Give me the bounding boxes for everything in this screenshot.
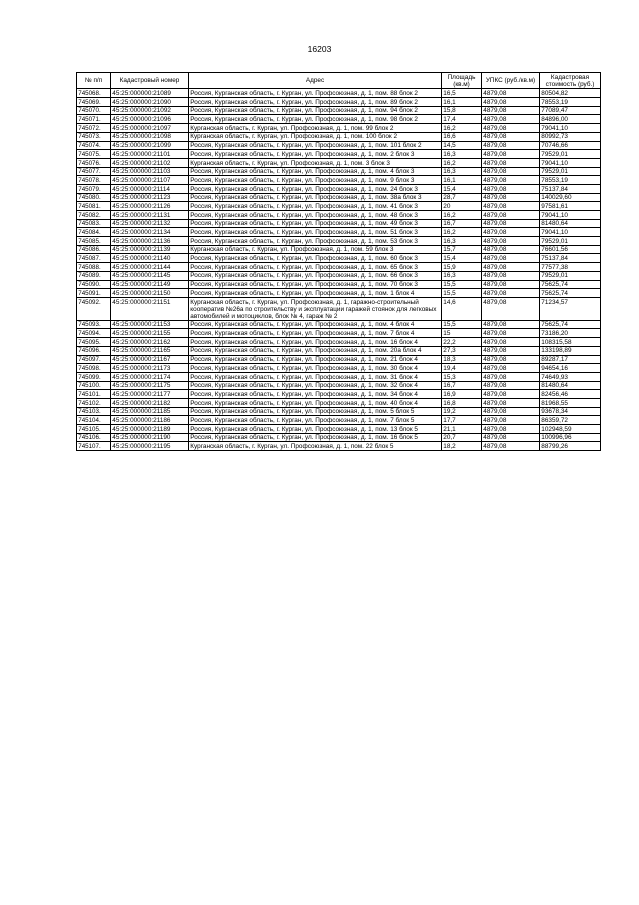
upks: 4879,08 xyxy=(482,338,540,347)
address: Курганская область, г. Курган, ул. Профсоюзная, д. 1, пом. 99 блок 2 xyxy=(189,124,442,133)
area: 20 xyxy=(442,202,482,211)
cadastral-number: 45:25:000000:21155 xyxy=(111,329,189,338)
table-body xyxy=(77,89,601,451)
table-row xyxy=(77,381,601,390)
area: 17,4 xyxy=(442,115,482,124)
cadastral-cost: 86359,72 xyxy=(540,416,601,425)
cadastral-number: 45:25:000000:21173 xyxy=(111,364,189,373)
area: 27,3 xyxy=(442,346,482,355)
row-number: 745076. xyxy=(77,158,111,167)
address: Курганская область, г. Курган, ул. Профсоюзная, д. 1, пом. 22 блок 5 xyxy=(189,442,442,451)
cadastral-cost: 73186,20 xyxy=(540,329,601,338)
upks: 4879,08 xyxy=(482,141,540,150)
cadastral-cost: 75137,84 xyxy=(540,184,601,193)
cadastral-number: 45:25:000000:21098 xyxy=(111,132,189,141)
table-row xyxy=(77,98,601,107)
cadastral-number: 45:25:000000:21175 xyxy=(111,381,189,390)
cadastral-cost: 100996,96 xyxy=(540,433,601,442)
row-number: 745098. xyxy=(77,364,111,373)
cadastral-cost: 94654,16 xyxy=(540,364,601,373)
area: 21,1 xyxy=(442,425,482,434)
cadastral-number: 45:25:000000:21097 xyxy=(111,124,189,133)
upks: 4879,08 xyxy=(482,280,540,289)
row-number: 745093. xyxy=(77,320,111,329)
cadastral-number: 45:25:000000:21149 xyxy=(111,280,189,289)
cadastral-cost: 81480,64 xyxy=(540,381,601,390)
area: 18,2 xyxy=(442,442,482,451)
upks: 4879,08 xyxy=(482,355,540,364)
cadastral-cost: 75625,74 xyxy=(540,320,601,329)
address: Россия, Курганская область, г. Курган, ул. Профсоюзная, д. 1, пом. 41 блок 3 xyxy=(189,202,442,211)
cadastral-number: 45:25:000000:21174 xyxy=(111,372,189,381)
row-number: 745103. xyxy=(77,407,111,416)
cadastral-number: 45:25:000000:21123 xyxy=(111,193,189,202)
address: Россия, Курганская область, г. Курган, ул. Профсоюзная, д. 1, пом. 24 блок 3 xyxy=(189,184,442,193)
page-number: 16203 xyxy=(307,44,332,54)
cadastral-cost: 79041,10 xyxy=(540,124,601,133)
table-row xyxy=(77,346,601,355)
area: 16,3 xyxy=(442,271,482,280)
cadastral-number: 45:25:000000:21144 xyxy=(111,263,189,272)
address: Россия, Курганская область, г. Курган, ул. Профсоюзная, д. 1, пом. 5 блок 5 xyxy=(189,407,442,416)
table-row xyxy=(77,407,601,416)
upks: 4879,08 xyxy=(482,176,540,185)
address: Россия, Курганская область, г. Курган, ул. Профсоюзная, д. 1, пом. 13 блок 5 xyxy=(189,425,442,434)
address: Россия, Курганская область, г. Курган, ул. Профсоюзная, д. 1, пом. 16 блок 5 xyxy=(189,433,442,442)
area: 16,9 xyxy=(442,390,482,399)
cadastral-registry-table xyxy=(76,72,601,451)
cadastral-cost: 102948,59 xyxy=(540,425,601,434)
address: Россия, Курганская область, г. Курган, ул. Профсоюзная, д. 1, пом. 9 блок 3 xyxy=(189,176,442,185)
cadastral-number: 45:25:000000:21153 xyxy=(111,320,189,329)
address: Россия, Курганская область, г. Курган, ул. Профсоюзная, д. 1, пом. 48 блок 3 xyxy=(189,211,442,220)
cadastral-number: 45:25:000000:21107 xyxy=(111,176,189,185)
upks: 4879,08 xyxy=(482,289,540,298)
cadastral-number: 45:25:000000:21126 xyxy=(111,202,189,211)
cadastral-number: 45:25:000000:21145 xyxy=(111,271,189,280)
cadastral-number: 45:25:000000:21103 xyxy=(111,167,189,176)
cadastral-cost: 133198,89 xyxy=(540,346,601,355)
area: 16,7 xyxy=(442,219,482,228)
table-row xyxy=(77,141,601,150)
table-row xyxy=(77,167,601,176)
address: Россия, Курганская область, г. Курган, ул. Профсоюзная, д. 1, пом. 38а блок 3 xyxy=(189,193,442,202)
upks: 4879,08 xyxy=(482,115,540,124)
upks: 4879,08 xyxy=(482,245,540,254)
upks: 4879,08 xyxy=(482,124,540,133)
upks: 4879,08 xyxy=(482,381,540,390)
table-row xyxy=(77,245,601,254)
upks: 4879,08 xyxy=(482,193,540,202)
cadastral-cost: 80504,82 xyxy=(540,89,601,98)
row-number: 745070. xyxy=(77,106,111,115)
cadastral-number: 45:25:000000:21139 xyxy=(111,245,189,254)
cadastral-cost: 79529,01 xyxy=(540,150,601,159)
table-row xyxy=(77,425,601,434)
row-number: 745078. xyxy=(77,176,111,185)
address: Россия, Курганская область, г. Курган, ул. Профсоюзная, д. 1, пом. 53 блок 3 xyxy=(189,237,442,246)
upks: 4879,08 xyxy=(482,407,540,416)
row-number: 745073. xyxy=(77,132,111,141)
header-upks: УПКС (руб./кв.м) xyxy=(482,73,540,89)
upks: 4879,08 xyxy=(482,398,540,407)
table-row xyxy=(77,364,601,373)
row-number: 745097. xyxy=(77,355,111,364)
area: 15,4 xyxy=(442,184,482,193)
area: 16,2 xyxy=(442,124,482,133)
address: Россия, Курганская область, г. Курган, ул. Профсоюзная, д. 1, пом. 34 блок 4 xyxy=(189,390,442,399)
address: Россия, Курганская область, г. Курган, ул. Профсоюзная, д. 1, пом. 21 блок 4 xyxy=(189,355,442,364)
row-number: 745072. xyxy=(77,124,111,133)
table-row xyxy=(77,263,601,272)
cadastral-cost: 81968,55 xyxy=(540,398,601,407)
table-row xyxy=(77,106,601,115)
cadastral-cost: 78553,19 xyxy=(540,176,601,185)
upks: 4879,08 xyxy=(482,346,540,355)
cadastral-number: 45:25:000000:21162 xyxy=(111,338,189,347)
cadastral-cost: 79529,01 xyxy=(540,237,601,246)
row-number: 745084. xyxy=(77,228,111,237)
cadastral-cost: 80992,73 xyxy=(540,132,601,141)
cadastral-cost: 71234,57 xyxy=(540,297,601,320)
row-number: 745094. xyxy=(77,329,111,338)
address: Россия, Курганская область, г. Курган, ул. Профсоюзная, д. 1, пом. 40 блок 4 xyxy=(189,398,442,407)
cadastral-cost: 89287,17 xyxy=(540,355,601,364)
table-row xyxy=(77,442,601,451)
upks: 4879,08 xyxy=(482,390,540,399)
cadastral-number: 45:25:000000:21151 xyxy=(111,297,189,320)
area: 15,7 xyxy=(442,245,482,254)
cadastral-cost: 70746,66 xyxy=(540,141,601,150)
cadastral-number: 45:25:000000:21131 xyxy=(111,211,189,220)
cadastral-number: 45:25:000000:21092 xyxy=(111,106,189,115)
table-row xyxy=(77,338,601,347)
table-row xyxy=(77,158,601,167)
address: Курганская область, г. Курган, ул. Профсоюзная, д. 1, пом. 100 блок 2 xyxy=(189,132,442,141)
area: 28,7 xyxy=(442,193,482,202)
table-row xyxy=(77,280,601,289)
table-row xyxy=(77,193,601,202)
cadastral-number: 45:25:000000:21177 xyxy=(111,390,189,399)
upks: 4879,08 xyxy=(482,167,540,176)
cadastral-number: 45:25:000000:21182 xyxy=(111,398,189,407)
upks: 4879,08 xyxy=(482,425,540,434)
table-row xyxy=(77,433,601,442)
cadastral-number: 45:25:000000:21102 xyxy=(111,158,189,167)
address: Россия, Курганская область, г. Курган, ул. Профсоюзная, д. 1, пом. 4 блок 3 xyxy=(189,167,442,176)
area: 16,2 xyxy=(442,228,482,237)
area: 16,3 xyxy=(442,167,482,176)
cadastral-number: 45:25:000000:21190 xyxy=(111,433,189,442)
upks: 4879,08 xyxy=(482,320,540,329)
cadastral-number: 45:25:000000:21186 xyxy=(111,416,189,425)
table-row xyxy=(77,297,601,320)
upks: 4879,08 xyxy=(482,106,540,115)
cadastral-cost: 84896,00 xyxy=(540,115,601,124)
cadastral-cost: 75137,84 xyxy=(540,254,601,263)
table-header-row xyxy=(77,73,601,89)
cadastral-number: 45:25:000000:21195 xyxy=(111,442,189,451)
row-number: 745085. xyxy=(77,237,111,246)
cadastral-cost: 93678,34 xyxy=(540,407,601,416)
upks: 4879,08 xyxy=(482,228,540,237)
area: 22,2 xyxy=(442,338,482,347)
cadastral-number: 45:25:000000:21089 xyxy=(111,89,189,98)
address: Курганская область, г. Курган, ул. Профсоюзная, д. 1, пом. 59 блок 3 xyxy=(189,245,442,254)
upks: 4879,08 xyxy=(482,219,540,228)
cadastral-number: 45:25:000000:21167 xyxy=(111,355,189,364)
upks: 4879,08 xyxy=(482,132,540,141)
area: 16,1 xyxy=(442,176,482,185)
cadastral-number: 45:25:000000:21101 xyxy=(111,150,189,159)
area: 16,2 xyxy=(442,211,482,220)
cadastral-cost: 140029,60 xyxy=(540,193,601,202)
table-row xyxy=(77,416,601,425)
address: Россия, Курганская область, г. Курган, ул. Профсоюзная, д. 1, пом. 31 блок 4 xyxy=(189,372,442,381)
table-row xyxy=(77,211,601,220)
area: 16,1 xyxy=(442,98,482,107)
address: Россия, Курганская область, г. Курган, ул. Профсоюзная, д. 1, пом. 51 блок 3 xyxy=(189,228,442,237)
address: Россия, Курганская область, г. Курган, ул. Профсоюзная, д. 1, пом. 70 блок 3 xyxy=(189,280,442,289)
table-row xyxy=(77,150,601,159)
cadastral-number: 45:25:000000:21140 xyxy=(111,254,189,263)
address: Россия, Курганская область, г. Курган, ул. Профсоюзная, д. 1, пом. 30 блок 4 xyxy=(189,364,442,373)
area: 16,3 xyxy=(442,150,482,159)
row-number: 745071. xyxy=(77,115,111,124)
address: Россия, Курганская область, г. Курган, ул. Профсоюзная, д. 1, пом. 1 блок 4 xyxy=(189,289,442,298)
cadastral-cost: 75625,74 xyxy=(540,280,601,289)
row-number: 745083. xyxy=(77,219,111,228)
table-row xyxy=(77,202,601,211)
table-row xyxy=(77,390,601,399)
row-number: 745068. xyxy=(77,89,111,98)
row-number: 745100. xyxy=(77,381,111,390)
header-address: Адрес xyxy=(189,73,442,89)
address: Россия, Курганская область, г. Курган, ул. Профсоюзная, д. 1, пом. 94 блок 2 xyxy=(189,106,442,115)
row-number: 745106. xyxy=(77,433,111,442)
area: 16,3 xyxy=(442,237,482,246)
area: 18,3 xyxy=(442,355,482,364)
address: Россия, Курганская область, г. Курган, ул. Профсоюзная, д. 1, пом. 101 блок 2 xyxy=(189,141,442,150)
table-row xyxy=(77,184,601,193)
address: Россия, Курганская область, г. Курган, ул. Профсоюзная, д. 1, пом. 4 блок 4 xyxy=(189,320,442,329)
table-row xyxy=(77,320,601,329)
cadastral-number: 45:25:000000:21099 xyxy=(111,141,189,150)
address: Россия, Курганская область, г. Курган, ул. Профсоюзная, д. 1, пом. 32 блок 4 xyxy=(189,381,442,390)
upks: 4879,08 xyxy=(482,158,540,167)
row-number: 745088. xyxy=(77,263,111,272)
row-number: 745080. xyxy=(77,193,111,202)
upks: 4879,08 xyxy=(482,98,540,107)
table-row xyxy=(77,176,601,185)
area: 15,5 xyxy=(442,289,482,298)
area: 19,2 xyxy=(442,407,482,416)
cadastral-number: 45:25:000000:21189 xyxy=(111,425,189,434)
upks: 4879,08 xyxy=(482,237,540,246)
upks: 4879,08 xyxy=(482,271,540,280)
address: Россия, Курганская область, г. Курган, ул. Профсоюзная, д. 1, пом. 20а блок 4 xyxy=(189,346,442,355)
row-number: 745082. xyxy=(77,211,111,220)
row-number: 745074. xyxy=(77,141,111,150)
cadastral-number: 45:25:000000:21165 xyxy=(111,346,189,355)
area: 17,7 xyxy=(442,416,482,425)
row-number: 745091. xyxy=(77,289,111,298)
area: 16,5 xyxy=(442,89,482,98)
cadastral-cost: 79529,01 xyxy=(540,271,601,280)
table-row xyxy=(77,237,601,246)
cadastral-cost: 75625,74 xyxy=(540,289,601,298)
row-number: 745075. xyxy=(77,150,111,159)
area: 14,5 xyxy=(442,141,482,150)
cadastral-number: 45:25:000000:21150 xyxy=(111,289,189,298)
cadastral-cost: 78553,19 xyxy=(540,98,601,107)
header-cadastral-number: Кадастровый номер xyxy=(111,73,189,89)
address: Россия, Курганская область, г. Курган, ул. Профсоюзная, д. 1, пом. 7 блок 5 xyxy=(189,416,442,425)
header-area: Площадь (кв.м) xyxy=(442,73,482,89)
table-row xyxy=(77,254,601,263)
table-row xyxy=(77,398,601,407)
address: Россия, Курганская область, г. Курган, ул. Профсоюзная, д. 1, пом. 7 блок 4 xyxy=(189,329,442,338)
row-number: 745087. xyxy=(77,254,111,263)
table-row xyxy=(77,115,601,124)
row-number: 745104. xyxy=(77,416,111,425)
area: 19,4 xyxy=(442,364,482,373)
address: Курганская область, г. Курган, ул. Профсоюзная, д. 1, гаражно-строительный кооператив №26а по строительству и эксплуатации гаражей стоянок для легковых автомобилей и мотоциклов, блок № 4, гараж № 2 xyxy=(189,297,442,320)
row-number: 745096. xyxy=(77,346,111,355)
upks: 4879,08 xyxy=(482,297,540,320)
address: Россия, Курганская область, г. Курган, ул. Профсоюзная, д. 1, пом. 89 блок 2 xyxy=(189,98,442,107)
address: Россия, Курганская область, г. Курган, ул. Профсоюзная, д. 1, пом. 65 блок 3 xyxy=(189,263,442,272)
upks: 4879,08 xyxy=(482,364,540,373)
area: 16,6 xyxy=(442,132,482,141)
row-number: 745077. xyxy=(77,167,111,176)
area: 15,9 xyxy=(442,263,482,272)
row-number: 745092. xyxy=(77,297,111,320)
cadastral-cost: 88799,26 xyxy=(540,442,601,451)
address: Россия, Курганская область, г. Курган, ул. Профсоюзная, д. 1, пом. 66 блок 3 xyxy=(189,271,442,280)
area: 14,6 xyxy=(442,297,482,320)
cadastral-number: 45:25:000000:21136 xyxy=(111,237,189,246)
row-number: 745099. xyxy=(77,372,111,381)
cadastral-cost: 79041,10 xyxy=(540,211,601,220)
cadastral-number: 45:25:000000:21185 xyxy=(111,407,189,416)
table-row xyxy=(77,124,601,133)
cadastral-number: 45:25:000000:21090 xyxy=(111,98,189,107)
cadastral-cost: 74649,93 xyxy=(540,372,601,381)
cadastral-cost: 77577,38 xyxy=(540,263,601,272)
upks: 4879,08 xyxy=(482,263,540,272)
cadastral-cost: 97581,61 xyxy=(540,202,601,211)
header-cadastral-cost: Кадастровая стоимость (руб.) xyxy=(540,73,601,89)
area: 15,5 xyxy=(442,320,482,329)
cadastral-cost: 81480,64 xyxy=(540,219,601,228)
cadastral-cost: 77089,47 xyxy=(540,106,601,115)
cadastral-cost: 79529,01 xyxy=(540,167,601,176)
cadastral-number: 45:25:000000:21114 xyxy=(111,184,189,193)
table-row xyxy=(77,228,601,237)
upks: 4879,08 xyxy=(482,442,540,451)
area: 15 xyxy=(442,329,482,338)
cadastral-cost: 108315,58 xyxy=(540,338,601,347)
area: 15,8 xyxy=(442,106,482,115)
table-row xyxy=(77,289,601,298)
area: 15,3 xyxy=(442,372,482,381)
cadastral-cost: 79041,10 xyxy=(540,158,601,167)
address: Россия, Курганская область, г. Курган, ул. Профсоюзная, д. 1, пом. 49 блок 3 xyxy=(189,219,442,228)
cadastral-cost: 76601,56 xyxy=(540,245,601,254)
address: Россия, Курганская область, г. Курган, ул. Профсоюзная, д. 1, пом. 16 блок 4 xyxy=(189,338,442,347)
table-row xyxy=(77,372,601,381)
row-number: 745090. xyxy=(77,280,111,289)
cadastral-cost: 79041,10 xyxy=(540,228,601,237)
address: Россия, Курганская область, г. Курган, ул. Профсоюзная, д. 1, пом. 98 блок 2 xyxy=(189,115,442,124)
address: Курганская область, г. Курган, ул. Профсоюзная, д. 1, пом. 3 блок 3 xyxy=(189,158,442,167)
header-num: № п/п xyxy=(77,73,111,89)
table-row xyxy=(77,271,601,280)
row-number: 745107. xyxy=(77,442,111,451)
table-row xyxy=(77,89,601,98)
cadastral-number: 45:25:000000:21096 xyxy=(111,115,189,124)
upks: 4879,08 xyxy=(482,329,540,338)
upks: 4879,08 xyxy=(482,372,540,381)
address: Россия, Курганская область, г. Курган, ул. Профсоюзная, д. 1, пом. 88 блок 2 xyxy=(189,89,442,98)
upks: 4879,08 xyxy=(482,433,540,442)
row-number: 745095. xyxy=(77,338,111,347)
row-number: 745101. xyxy=(77,390,111,399)
table-row xyxy=(77,132,601,141)
row-number: 745069. xyxy=(77,98,111,107)
table-row xyxy=(77,329,601,338)
row-number: 745089. xyxy=(77,271,111,280)
row-number: 745086. xyxy=(77,245,111,254)
upks: 4879,08 xyxy=(482,416,540,425)
cadastral-cost: 82456,46 xyxy=(540,390,601,399)
area: 16,2 xyxy=(442,158,482,167)
area: 16,8 xyxy=(442,398,482,407)
row-number: 745102. xyxy=(77,398,111,407)
upks: 4879,08 xyxy=(482,202,540,211)
upks: 4879,08 xyxy=(482,254,540,263)
upks: 4879,08 xyxy=(482,89,540,98)
upks: 4879,08 xyxy=(482,150,540,159)
row-number: 745081. xyxy=(77,202,111,211)
area: 15,5 xyxy=(442,280,482,289)
table-row xyxy=(77,219,601,228)
area: 15,4 xyxy=(442,254,482,263)
row-number: 745105. xyxy=(77,425,111,434)
upks: 4879,08 xyxy=(482,184,540,193)
table-row xyxy=(77,355,601,364)
area: 20,7 xyxy=(442,433,482,442)
upks: 4879,08 xyxy=(482,211,540,220)
area: 16,7 xyxy=(442,381,482,390)
cadastral-number: 45:25:000000:21132 xyxy=(111,219,189,228)
row-number: 745079. xyxy=(77,184,111,193)
cadastral-number: 45:25:000000:21134 xyxy=(111,228,189,237)
address: Россия, Курганская область, г. Курган, ул. Профсоюзная, д. 1, пом. 60 блок 3 xyxy=(189,254,442,263)
address: Россия, Курганская область, г. Курган, ул. Профсоюзная, д. 1, пом. 2 блок 3 xyxy=(189,150,442,159)
